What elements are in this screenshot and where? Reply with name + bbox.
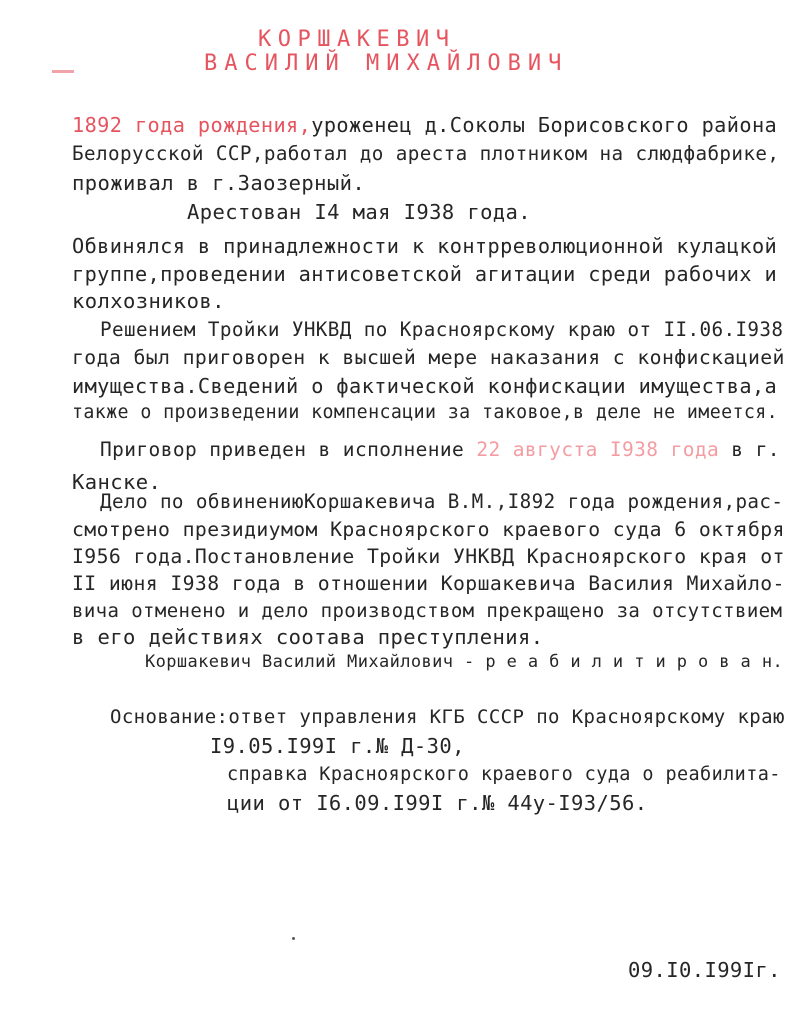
execution-place-prefix: в г.	[731, 438, 780, 461]
review-line-2: смотрено президиумом Красноярского краевого суда 6 октября	[72, 518, 785, 541]
execution-text: Приговор приведен в исполнение	[100, 438, 465, 461]
bio-line-1	[72, 113, 777, 137]
sentence-line-3: имущества.Сведений о фактической конфискации имущества,а	[72, 374, 778, 398]
review-line-3: I956 года.Постановление Тройки УНКВД Красноярского края от	[72, 545, 785, 568]
charge-line-2: группе,проведении антисоветской агитации среди рабочих и	[72, 262, 778, 286]
birth-year-red: 1892 года рождения,	[72, 113, 312, 137]
bio-line-3: проживал в г.Заозерный.	[72, 171, 366, 195]
review-line-1: Дело по обвинениюКоршакевича В.М.,I892 года рождения,рас-	[100, 490, 784, 513]
review-line-4: II июня I938 года в отношении Коршакевича Василия Михайло-	[72, 572, 785, 595]
full-name-heading: ВАСИЛИЙ МИХАЙЛОВИЧ	[204, 51, 569, 76]
sentence-line-1: Решением Тройки УНКВД по Красноярскому краю от II.06.I938	[100, 318, 784, 341]
execution-line-2: Канске.	[72, 470, 162, 494]
birthplace-text: уроженец д.Соколы Борисовского района	[311, 113, 778, 137]
basis-line-3: справка Красноярского краевого суда о реабилита-	[227, 764, 781, 785]
execution-date-red: 22 августа I938 года	[476, 438, 720, 461]
ink-mark	[52, 70, 74, 73]
arrest-line: Арестован I4 мая I938 года.	[187, 200, 532, 224]
bio-line-2: Белорусской ССР,работал до ареста плотником на слюдфабрике,	[72, 142, 780, 165]
charge-line-3: колхозников.	[72, 289, 225, 313]
review-line-5: вича отменено и дело производством прекращено за отсутствием	[72, 600, 783, 622]
basis-line-2: I9.05.I99I г.№ Д-30,	[210, 734, 465, 758]
surname-heading: КОРШАКЕВИЧ	[258, 27, 456, 52]
basis-line-1: Основание:ответ управления КГБ СССР по Красноярскому краю	[110, 706, 785, 728]
basis-line-4: ции от I6.09.I99I г.№ 44у-I93/56.	[227, 791, 648, 815]
sentence-line-4: также о произведении компенсации за таковое,в деле не имеется.	[72, 402, 779, 423]
document-date: 09.I0.I99Iг.	[628, 958, 781, 982]
rehabilitation-line: Коршакевич Василий Михайлович - р е а б и л и т и р о в а н.	[145, 652, 784, 672]
execution-line-1	[100, 438, 780, 462]
sentence-line-2: года был приговорен к высшей мере наказания с конфискацией	[72, 346, 785, 369]
review-line-6: в его действиях соотава преступления.	[72, 625, 544, 649]
paper-speck	[292, 937, 295, 940]
charge-line-1: Обвинялся в принадлежности к контрреволюционной кулацкой	[72, 234, 778, 258]
